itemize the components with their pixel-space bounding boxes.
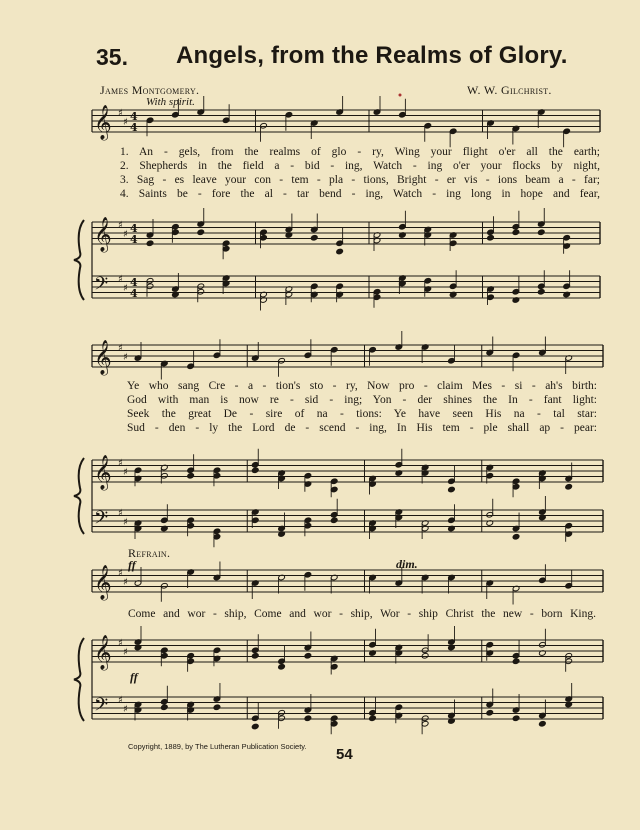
svg-text:♯: ♯ <box>123 352 128 363</box>
svg-text:♯: ♯ <box>118 274 123 285</box>
tempo-marking: With spirit. <box>146 96 195 108</box>
verse-1-line-1: 1. An - gels, from the realms of glo - ry, Wing your flight o'er all the earth; <box>120 146 600 158</box>
svg-text:4: 4 <box>130 222 138 235</box>
svg-text:♯: ♯ <box>118 568 123 579</box>
svg-text:4: 4 <box>130 276 138 289</box>
refrain-lyric: Come and wor - ship, Come and wor - ship, Wor - ship Christ the new - born King. <box>128 608 596 620</box>
verse-3-line-2: Seek the great De - sire of na - tions: Ye have seen His na - tal star: <box>127 408 597 420</box>
svg-text:4: 4 <box>130 287 138 300</box>
svg-text:♯: ♯ <box>118 343 123 354</box>
svg-text:4: 4 <box>130 121 138 134</box>
svg-text:♯: ♯ <box>118 638 123 649</box>
svg-text:♯: ♯ <box>123 229 128 240</box>
page-number: 54 <box>336 746 353 763</box>
refrain-label: Refrain. <box>128 546 171 560</box>
dynamic-ff-lower: ff <box>130 670 138 684</box>
verse-4-line-1: 4. Saints be - fore the al - tar bend - ing, Watch - ing long in hope and fear, <box>120 188 600 200</box>
svg-text:♯: ♯ <box>118 695 123 706</box>
svg-text:♯: ♯ <box>123 577 128 588</box>
svg-text:𝄢: 𝄢 <box>94 695 109 720</box>
verse-4-line-2: Sud - den - ly the Lord de - scend - ing, In His tem - ple shall ap - pear: <box>127 422 597 434</box>
hymn-composer: W. W. Gilchrist. <box>467 83 552 97</box>
svg-text:♯: ♯ <box>123 283 128 294</box>
verse-1-line-2: Ye who sang Cre - a - tion's sto - ry, Now pro - claim Mes - si - ah's birth: <box>127 380 597 392</box>
svg-text:4: 4 <box>130 233 138 246</box>
svg-text:♯: ♯ <box>123 647 128 658</box>
svg-text:♯: ♯ <box>123 704 128 715</box>
svg-text:𝄢: 𝄢 <box>94 508 109 533</box>
svg-text:𝄞: 𝄞 <box>94 455 112 490</box>
dynamic-dim: dim. <box>396 557 418 571</box>
verse-3-line-1: 3. Sag - es leave your con - tem - pla - tions, Bright - er vis - ions beam a - far; <box>120 174 600 186</box>
svg-text:♯: ♯ <box>118 508 123 519</box>
svg-text:♯: ♯ <box>118 458 123 469</box>
svg-text:𝄞: 𝄞 <box>94 105 112 140</box>
svg-text:♯: ♯ <box>123 517 128 528</box>
svg-text:𝄞: 𝄞 <box>94 635 112 670</box>
copyright-notice: Copyright, 1889, by The Lutheran Publication Society. <box>128 742 307 751</box>
verse-2-line-2: God with man is now re - sid - ing; Yon - der shines the In - fant light: <box>127 394 597 406</box>
svg-text:𝄞: 𝄞 <box>94 565 112 600</box>
svg-text:𝄞: 𝄞 <box>94 340 112 375</box>
hymn-number: 35. <box>96 44 128 70</box>
svg-text:♯: ♯ <box>118 220 123 231</box>
svg-text:♯: ♯ <box>123 117 128 128</box>
svg-text:𝄞: 𝄞 <box>94 217 112 252</box>
svg-text:♯: ♯ <box>118 108 123 119</box>
hymn-title: Angels, from the Realms of Glory. <box>176 42 568 69</box>
hymn-author: James Montgomery. <box>100 83 200 97</box>
svg-text:4: 4 <box>130 110 138 123</box>
svg-text:♯: ♯ <box>123 467 128 478</box>
verse-2-line-1: 2. Shepherds in the field a - bid - ing, Watch - ing o'er your flocks by night, <box>120 160 600 172</box>
svg-text:𝄢: 𝄢 <box>94 274 109 299</box>
dynamic-ff-top: ff <box>128 558 136 572</box>
